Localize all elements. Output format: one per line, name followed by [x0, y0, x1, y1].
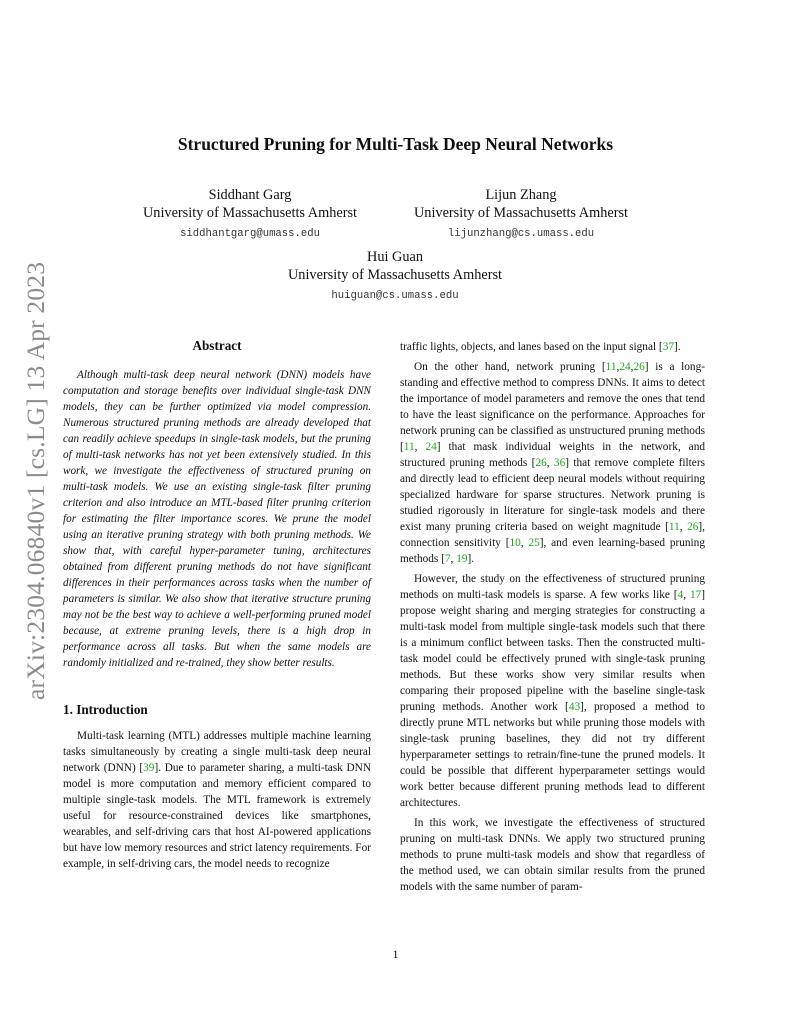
- citation-link[interactable]: 10: [509, 537, 521, 549]
- citation-link[interactable]: 37: [662, 341, 674, 353]
- citation-link[interactable]: 36: [553, 457, 566, 469]
- citation-link[interactable]: 26: [687, 521, 699, 533]
- author-email[interactable]: huiguan@cs.umass.edu: [331, 290, 459, 302]
- paragraph: traffic lights, objects, and lanes based on the input signal [37].: [400, 341, 681, 353]
- paragraph: On the other hand, network pruning [11,24,26] is a long-standing and effective method to compress DNNs. It aims to detect the importance of model parameters and remove the ones that tend to have the least significance on the performance. Approaches for network pruning can be classified as unstructured pruning methods [11, 24] that mask individual weights in the network, and structured pruning methods [26, 36] that remove complete filters and directly lead to efficient deep neural models without requiring specialized hardware for sparse structures. Network pruning is studied rigorously in literature for single-task models and there exist many pruning criteria based on weight magnitude [11, 26], connection sensitivity [10, 25], and even learning-based pruning methods [7, 19].: [400, 361, 705, 565]
- citation-link[interactable]: 11: [403, 441, 415, 453]
- author-name: Lijun Zhang: [485, 187, 557, 203]
- citation-link[interactable]: 25: [528, 537, 540, 549]
- intro-paragraph: Multi-task learning (MTL) addresses multiple machine learning tasks simultaneously by creating a single multi-task deep neural network (DNN) [39]. Due to parameter sharing, a multi-task DNN model is more computation and memory efficient compared to multiple single-task models. The MTL framework is extremely useful for resource-constrained devices like smartphones, wearables, and self-driving cars that host AI-powered applications but have low memory resources and strict latency requirements. For example, in self-driving cars, the model needs to recognize: [63, 730, 371, 870]
- author-block-2: [396, 186, 646, 243]
- author-name: Hui Guan: [367, 249, 423, 265]
- section-heading-introduction: 1. Introduction: [63, 702, 148, 717]
- citation-link[interactable]: 24: [425, 441, 437, 453]
- abstract-heading: Abstract: [192, 338, 242, 353]
- paper-title: Structured Pruning for Multi-Task Deep Neural Networks: [177, 134, 614, 154]
- abstract-text: Although multi-task deep neural network (DNN) models have computation and storage benefits over individual single-task DNN models, they can be further optimized via model compression. Numerous structured pruning methods are already developed that can readily achieve speedups in single-task models, but the pruning of multi-task networks has not yet been extensively studied. In this work, we investigate the effectiveness of structured pruning on multi-task models. We use an existing single-task filter pruning criterion and also introduce an MTL-based filter pruning criterion for estimating the filter importance scores. We prune the model using an iterative pruning strategy with both pruning methods. We show that, with careful hyper-parameter tuning, architectures obtained from different pruning methods do not have significant differences in their performances across tasks when the number of parameters is similar. We also show that iterative structure pruning may not be the best way to achieve a well-performing pruned model because, at extreme pruning levels, there is a high drop in performance across all tasks. But when the same models are randomly initialized and re-trained, they show better results.: [63, 369, 371, 669]
- paragraph: However, the study on the effectiveness of structured pruning methods on multi-task models is sparse. A few works like [4, 17] propose weight sharing and merging strategies for constructing a multi-task model from multiple single-task models such that there is a minimum conflict between tasks. Then the constructed multi-task model could be effectively pruned with single-task pruning methods. But these works show very similar results when comparing their proposed pipeline with the baseline single-task pruning methods. Another work [43], proposed a method to directly prune MTL networks but while pruning those models with single-task pruning baselines, they did not try different hyperparameter settings to retrain/fine-tune the pruned models. It could be possible that different hyperparameter settings would work better because different pruning methods lead to different architectures.: [400, 573, 706, 809]
- citation-link[interactable]: 7: [444, 553, 451, 565]
- author-block-1: [125, 186, 375, 243]
- author-email[interactable]: lijunzhang@cs.umass.edu: [447, 228, 595, 240]
- paragraph: In this work, we investigate the effectiveness of structured pruning on multi-task DNNs. We apply two structured pruning methods to prune multi-task models and show that regardless of the method used, we can obtain similar results from the pruned models with the same number of param-: [400, 817, 705, 893]
- author-block-3: [245, 248, 545, 305]
- citation-link[interactable]: 11: [605, 361, 617, 373]
- citation-link[interactable]: 26: [535, 457, 547, 469]
- citation-link[interactable]: 24: [619, 361, 631, 373]
- author-affiliation: University of Massachusetts Amherst: [413, 205, 629, 221]
- citation-link[interactable]: 19: [456, 553, 468, 565]
- citation-link[interactable]: 26: [633, 361, 645, 373]
- left-column: [63, 338, 371, 872]
- author-name: Siddhant Garg: [208, 187, 292, 203]
- page-number: 1: [392, 947, 399, 961]
- author-email[interactable]: siddhantgarg@umass.edu: [180, 228, 320, 240]
- arxiv-identifier-stamp: arXiv:2304.06840v1 [cs.LG] 13 Apr 2023: [21, 261, 50, 700]
- citation-link[interactable]: 43: [568, 701, 581, 713]
- right-column: [400, 339, 705, 895]
- citation-link[interactable]: 11: [668, 521, 680, 533]
- author-affiliation: University of Massachusetts Amherst: [142, 205, 358, 221]
- author-affiliation: University of Massachusetts Amherst: [287, 267, 503, 283]
- citation-link[interactable]: 17: [689, 589, 702, 601]
- citation-link[interactable]: 39: [143, 762, 155, 774]
- citation-link[interactable]: 4: [677, 589, 684, 601]
